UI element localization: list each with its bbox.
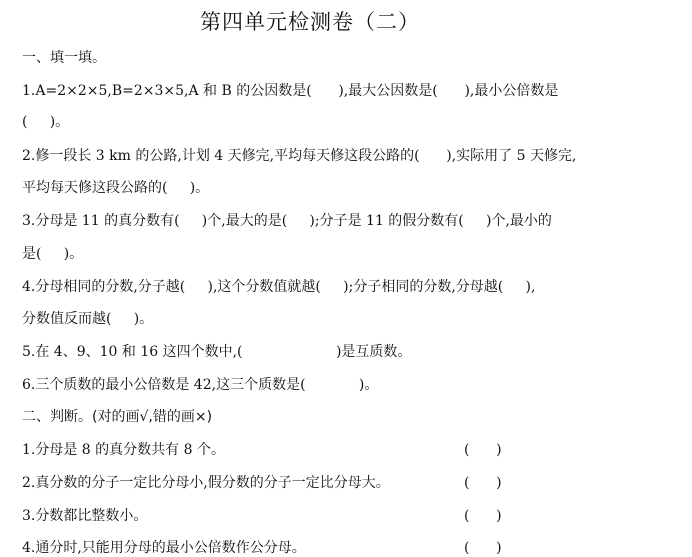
judge-item-3: 3.分数都比整数小。 [22, 508, 148, 524]
section-fill-heading: 一、填一填。 [22, 50, 106, 66]
question-4-line-2: 分数值反而越( )。 [22, 311, 154, 327]
judge-item-4: 4.通分时,只能用分母的最小公倍数作公分母。 [22, 540, 306, 556]
judge-answer-1: ( ) [464, 442, 502, 458]
judge-answer-2: ( ) [464, 475, 502, 491]
judge-item-1: 1.分母是 8 的真分数共有 8 个。 [22, 442, 225, 458]
page-title: 第四单元检测卷（二） [200, 10, 420, 34]
question-1-line-2: ( )。 [22, 114, 70, 130]
question-2-line-2: 平均每天修这段公路的( )。 [22, 180, 210, 196]
judge-item-2: 2.真分数的分子一定比分母小,假分数的分子一定比分母大。 [22, 475, 390, 491]
question-3-line-1: 3.分母是 11 的真分数有( )个,最大的是( );分子是 11 的假分数有( )个,最小的 [22, 213, 552, 229]
question-6: 6.三个质数的最小公倍数是 42,这三个质数是( )。 [22, 377, 379, 393]
judge-answer-3: ( ) [464, 508, 502, 524]
question-3-line-2: 是( )。 [22, 246, 84, 262]
question-2-line-1: 2.修一段长 3 km 的公路,计划 4 天修完,平均每天修这段公路的( ),实际用了 5 天修完, [22, 148, 577, 164]
question-5: 5.在 4、9、10 和 16 这四个数中,( )是互质数。 [22, 344, 412, 360]
question-1-line-1: 1.A=2×2×5,B=2×3×5,A 和 B 的公因数是( ),最大公因数是( ),最小公倍数是 [22, 83, 559, 99]
section-judge-heading: 二、判断。(对的画√,错的画×) [22, 409, 213, 425]
question-4-line-1: 4.分母相同的分数,分子越( ),这个分数值就越( );分子相同的分数,分母越( ), [22, 279, 536, 295]
judge-answer-4: ( ) [464, 540, 502, 556]
